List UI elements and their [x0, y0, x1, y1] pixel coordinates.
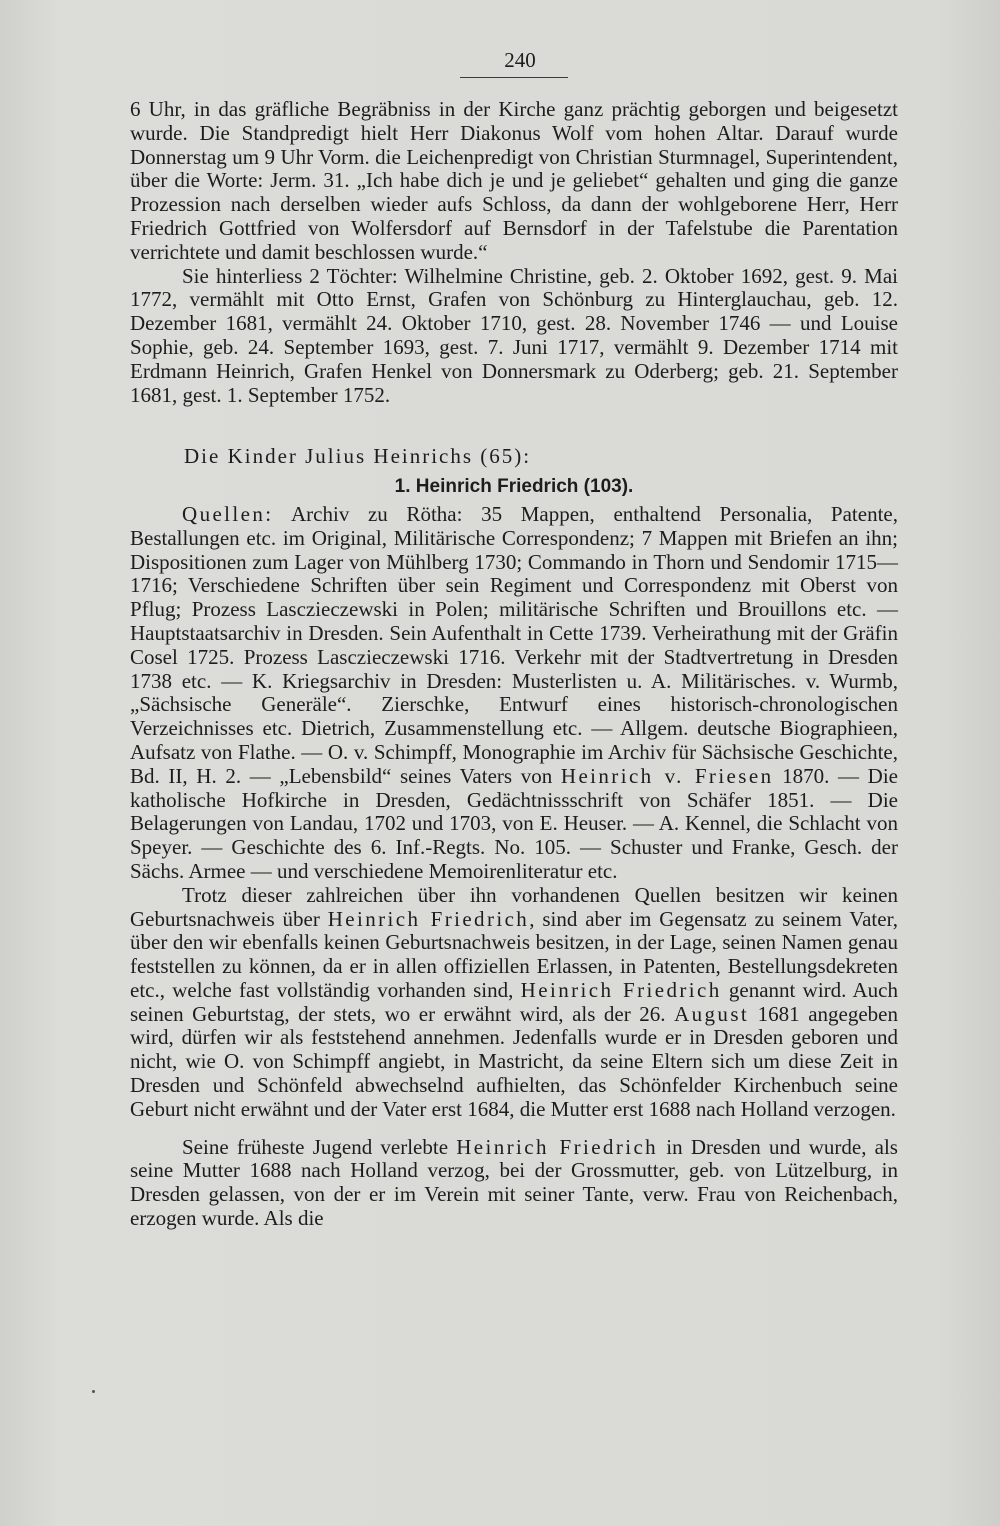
birth-text-c: genannt wird. Auch seinen Geburtstag, der stets, wo er erwähnt wird, als der 26. [130, 977, 898, 1026]
sources-text-end: 1870. — Die katholische Hofkirche in Dresden, Gedächtnissschrift von Schäfer 1851. — Die Belagerungen von Landau, 1702 und 1703, von E. Heuser. — A. Kennel, die Schlacht von Speyer. — Geschichte des 6. Inf.-Regts. No. 105. — Schuster und Franke, Gesch. der Sächs. Armee — und verschiedene Memoirenliteratur etc. [130, 763, 898, 883]
youth-text-b: in Dresden und wurde, als seine Mutter 1688 nach Holland verzog, bei der Grossmutter, geb. von Lützelburg, in Dresden gelassen, von der er im Verein mit seiner Tante, verw. Frau von Reichenbach, erzogen wurde. Als die [130, 1134, 898, 1231]
paragraph-daughters: Sie hinterliess 2 Töchter: Wilhelmine Christine, geb. 2. Oktober 1692, gest. 9. Mai 1772, vermählt mit Otto Ernst, Grafen von Schönburg zu Hinterglauchau, geb. 12. Dezember 1681, vermählt 24. Oktober 1710, gest. 28. November 1746 — und Louise Sophie, geb. 24. September 1693, gest. 7. Juni 1717, vermählt 9. Dezember 1714 mit Erdmann Heinrich, Grafen Henkel von Donnersmark zu Oderberg; geb. 21. September 1681, gest. 1. September 1752. [130, 263, 898, 407]
birth-text-d: 1681 angegeben wird, dürfen wir als feststehend annehmen. Jedenfalls wurde er in Dresden geboren und nicht, wie O. von Schimpff angiebt, in Mastricht, da seine Eltern sich um diese Zeit in Dresden und Schönfeld abwechselnd aufhielten, das Schönfelder Kirchenbuch seine Geburt nicht erwähnt und der Vater erst 1684, die Mutter erst 1688 nach Holland verzogen. [130, 1001, 898, 1121]
birth-name-2: Heinrich Friedrich [520, 977, 722, 1002]
section-heading: Die Kinder Julius Heinrichs (65): [184, 444, 532, 469]
page-body [130, 98, 898, 1231]
header-rule [460, 77, 568, 78]
paragraph-youth [130, 1136, 898, 1231]
birth-text-a: Trotz dieser zahlreichen über ihn vorhandenen Quellen besitzen wir keinen Geburtsnachweis über [130, 882, 898, 931]
sources-spaced-name: Heinrich v. Friesen [560, 763, 774, 788]
youth-name: Heinrich Friedrich [456, 1134, 659, 1159]
paragraph-burial: 6 Uhr, in das gräfliche Begräbniss in der Kirche ganz prächtig geborgen und beigesetzt wurde. Die Standpredigt hielt Herr Diakonus Wolf vom hohen Altar. Darauf wurde Donnerstag um 9 Uhr Vorm. die Leichenpredigt von Christian Sturmnagel, Superintendent, über die Worte: Jerm. 31. „Ich habe dich je und je geliebet“ gehalten und ging die ganze Prozession nach derselben wieder aufs Schloss, da dann der wohlgeborene Herr, Herr Friedrich Gottfried von Wolfersdorf auf Bernsdorf in der Tafelstube die Parentation verrichtete und damit beschlossen wurde.“ [130, 97, 898, 264]
youth-text-a: Seine früheste Jugend verlebte [182, 1134, 457, 1159]
birth-name-1: Heinrich Friedrich [327, 906, 530, 931]
sub-heading: 1. Heinrich Friedrich (103). [394, 476, 634, 498]
sources-label: Quellen: [182, 501, 274, 526]
birth-month: August [674, 1001, 750, 1026]
paragraph-birth [130, 884, 898, 1122]
paragraph-sources [130, 503, 898, 884]
paper-speck [92, 1390, 95, 1393]
page-number: 240 [504, 48, 536, 72]
sources-text: Archiv zu Rötha: 35 Mappen, enthaltend Personalia, Patente, Bestallungen etc. im Original, Militärische Correspondenz; 7 Mappen mit Briefen an ihn; Dispositionen zum Lager von Mühlberg 1730; Commando in Thorn und Sendomir 1715—1716; Verschiedene Schriften über sein Regiment und Correspondenz mit Oberst von Pflug; Prozess Lasczieczewski in Polen; militärische Schriften und Brouillons etc. — Hauptstaatsarchiv in Dresden. Sein Aufenthalt in Cette 1739. Verheirathung mit der Gräfin Cosel 1725. Prozess Lasczieczewski 1716. Verkehr mit der Stadtvertretung in Dresden 1738 etc. — K. Kriegsarchiv in Dresden: Musterlisten u. A. Militärisches. v. Wurmb, „Sächsische Generäle“. Zierschke, Entwurf eines historisch-chronologischen Verzeichnisses etc. Dietrich, Zusammenstellung etc. — Allgem. deutsche Biographieen, Aufsatz von Flathe. — O. v. Schimpff, Monographie im Archiv für Sächsische Geschichte, Bd. II, H. 2. — „Lebensbild“ seines Vaters von [130, 501, 898, 788]
birth-text-b: , sind aber im Gegensatz zu seinem Vater, über den wir ebenfalls keinen Geburtsnachweis besitzen, in der Lage, seinen Namen genau feststellen zu können, da er in allen offiziellen Erlassen, in Patenten, Bestellungsdekreten etc., welche fast vollständig vorhanden sind, [130, 906, 898, 1002]
